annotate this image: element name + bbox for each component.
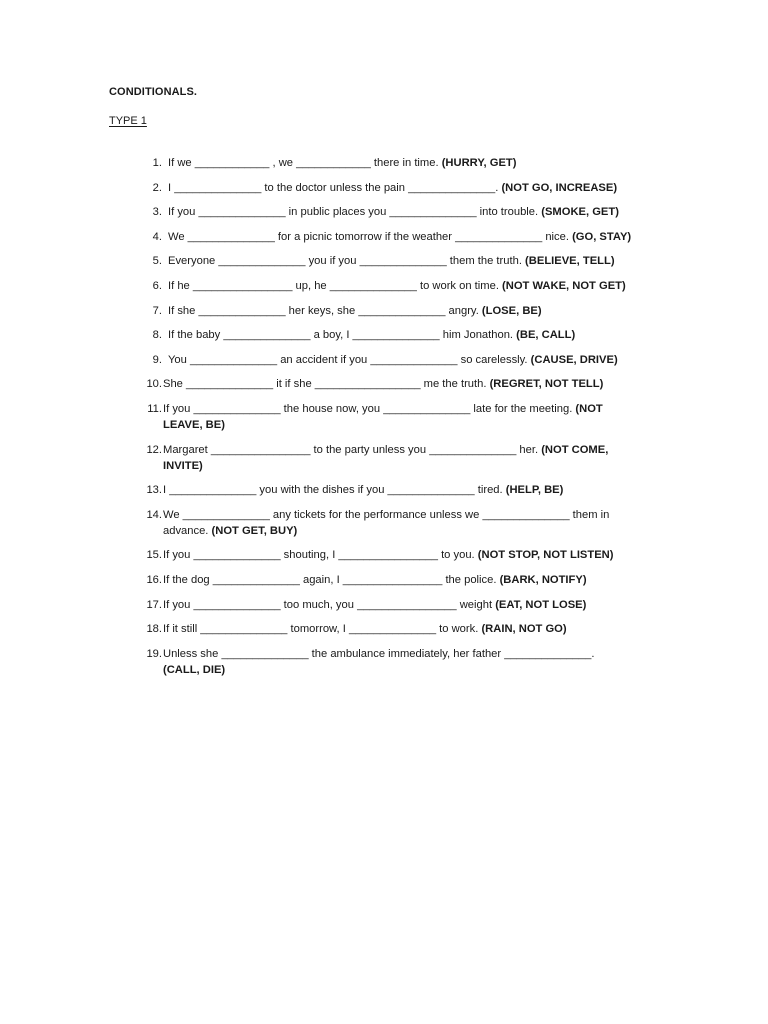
- exercise-item-19: [138, 646, 658, 678]
- worksheet-title: CONDITIONALS.: [109, 86, 198, 98]
- exercise-sentence: Everyone ______________ you if you ______________ them the truth.: [168, 255, 526, 268]
- exercise-hint: (LOSE, BE): [481, 304, 542, 317]
- exercise-number: 12.: [146, 443, 162, 456]
- exercise-sentence: If he ________________ up, he ______________ to work on time.: [168, 279, 503, 292]
- exercise-list: [138, 155, 658, 686]
- exercise-hint: (NOT LEAVE, BE): [163, 402, 606, 431]
- exercise-item-10: [138, 376, 658, 392]
- exercise-number: 2.: [152, 181, 162, 194]
- exercise-item-1: [138, 155, 658, 171]
- exercise-item-3: [138, 204, 658, 220]
- exercise-item-16: [138, 572, 658, 588]
- exercise-number: 5.: [152, 255, 162, 268]
- exercise-sentence: If she ______________ her keys, she ______________ angry.: [168, 304, 482, 317]
- exercise-item-6: [138, 278, 658, 294]
- exercise-hint: (EAT, NOT LOSE): [495, 598, 587, 611]
- exercise-sentence: We ______________ for a picnic tomorrow if the weather ______________ nice.: [168, 230, 573, 243]
- exercise-number: 17.: [146, 598, 162, 611]
- exercise-number: 6.: [152, 279, 162, 292]
- exercise-sentence: She ______________ it if she _________________ me the truth.: [163, 378, 490, 391]
- exercise-sentence: If you ______________ in public places you ______________ into trouble.: [168, 206, 542, 219]
- exercise-sentence: We ______________ any tickets for the performance unless we ______________ them in advance.: [163, 508, 613, 537]
- exercise-sentence: If the baby ______________ a boy, I ______________ him Jonathon.: [168, 329, 517, 342]
- exercise-hint: (NOT COME, INVITE): [163, 443, 612, 472]
- exercise-item-13: [138, 482, 658, 498]
- exercise-hint: (HURRY, GET): [441, 157, 517, 169]
- exercise-number: 1.: [152, 157, 162, 169]
- exercise-sentence: I ______________ you with the dishes if you ______________ tired.: [163, 484, 506, 497]
- exercise-number: 18.: [146, 623, 162, 636]
- exercise-item-7: [138, 303, 658, 319]
- exercise-number: 8.: [152, 329, 162, 342]
- exercise-hint: (BARK, NOTIFY): [499, 573, 587, 586]
- exercise-number: 10.: [146, 378, 162, 391]
- worksheet-subtitle: TYPE 1: [109, 115, 147, 127]
- exercise-number: 11.: [147, 402, 162, 415]
- exercise-hint: (CALL, DIE): [163, 663, 226, 676]
- exercise-item-11: [138, 401, 658, 433]
- exercise-item-18: [138, 621, 658, 637]
- exercise-number: 15.: [146, 549, 162, 562]
- exercise-sentence: If the dog ______________ again, I ________________ the police.: [163, 573, 500, 586]
- exercise-hint: (BE, CALL): [516, 329, 576, 342]
- exercise-sentence: I ______________ to the doctor unless the pain ______________.: [168, 181, 502, 194]
- exercise-item-2: [138, 180, 658, 196]
- exercise-number: 16.: [146, 573, 162, 586]
- exercise-item-14: [138, 507, 658, 539]
- exercise-hint: (NOT STOP, NOT LISTEN): [477, 549, 614, 562]
- exercise-item-5: [138, 253, 658, 269]
- exercise-number: 7.: [152, 304, 162, 317]
- exercise-hint: (REGRET, NOT TELL): [489, 378, 604, 391]
- exercise-hint: (HELP, BE): [505, 484, 564, 497]
- exercise-hint: (NOT WAKE, NOT GET): [502, 279, 626, 292]
- exercise-sentence: Unless she ______________ the ambulance immediately, her father ______________.: [163, 647, 598, 660]
- exercise-number: 3.: [152, 206, 162, 219]
- exercise-item-8: [138, 327, 658, 343]
- exercise-sentence: If you ______________ shouting, I ________________ to you.: [163, 549, 478, 562]
- exercise-sentence: If you ______________ the house now, you ______________ late for the meeting.: [163, 402, 576, 415]
- exercise-hint: (NOT GO, INCREASE): [501, 181, 618, 194]
- exercise-hint: (CAUSE, DRIVE): [530, 353, 618, 366]
- exercise-hint: (NOT GET, BUY): [211, 524, 298, 537]
- exercise-number: 14.: [146, 508, 162, 521]
- exercise-item-12: [138, 442, 658, 474]
- exercise-hint: (GO, STAY): [572, 230, 632, 243]
- exercise-item-9: [138, 352, 658, 368]
- exercise-sentence: If you ______________ too much, you ________________ weight: [163, 598, 496, 611]
- exercise-number: 13.: [146, 484, 162, 497]
- exercise-sentence: If it still ______________ tomorrow, I ______________ to work.: [163, 623, 482, 636]
- exercise-number: 4.: [152, 230, 162, 243]
- exercise-sentence: Margaret ________________ to the party unless you ______________ her.: [163, 443, 542, 456]
- exercise-number: 19.: [146, 647, 162, 660]
- exercise-number: 9.: [152, 353, 162, 366]
- exercise-item-15: [138, 547, 658, 563]
- exercise-hint: (SMOKE, GET): [541, 206, 619, 219]
- exercise-item-17: [138, 597, 658, 613]
- exercise-item-4: [138, 229, 658, 245]
- exercise-sentence: If we ____________ , we ____________ there in time.: [168, 157, 442, 169]
- exercise-sentence: You ______________ an accident if you ______________ so carelessly.: [168, 353, 531, 366]
- exercise-hint: (BELIEVE, TELL): [525, 255, 615, 268]
- exercise-hint: (RAIN, NOT GO): [481, 623, 567, 636]
